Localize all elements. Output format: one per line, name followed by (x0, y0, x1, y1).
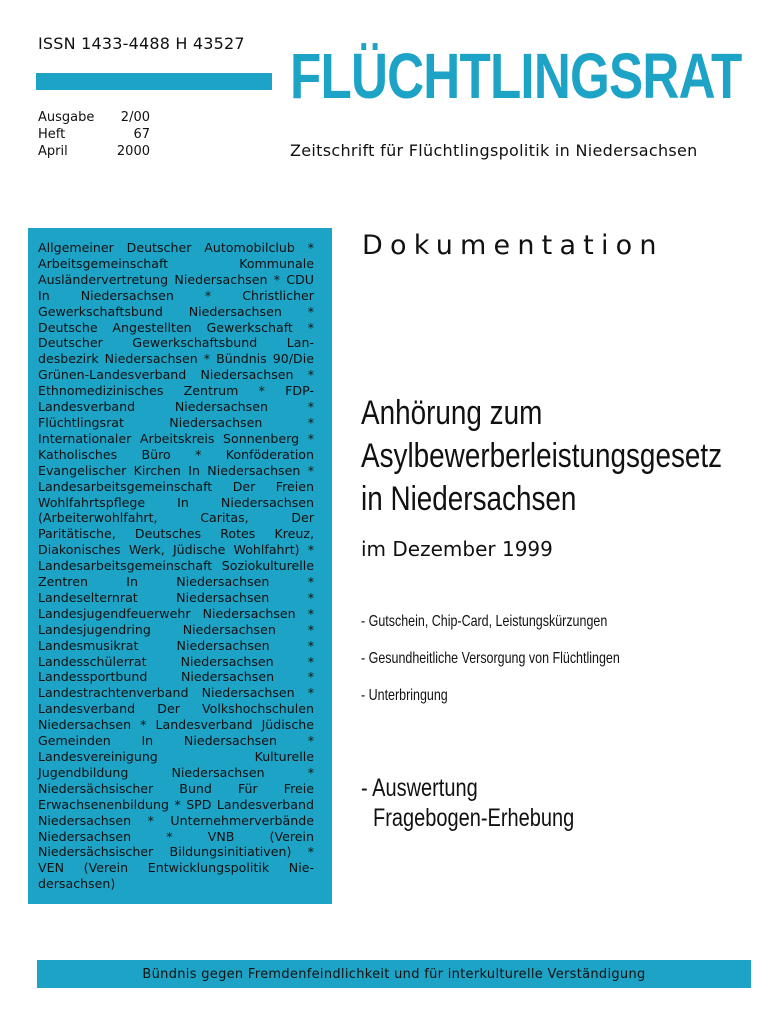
hearing-date: im Dezember 1999 (361, 537, 553, 561)
evaluation-line: - Auswertung (361, 774, 478, 802)
topic-item: - Gutschein, Chip-Card, Leistungskürzungen (361, 613, 608, 630)
issue-info-row-date (38, 143, 150, 160)
section-heading: Dokumentation (362, 230, 664, 261)
evaluation-line: Fragebogen-Erhebung (373, 804, 575, 832)
issue-info-row-heft (38, 126, 150, 143)
headline-line: Asylbewerberleistungsgesetz (361, 437, 723, 475)
footer-banner (37, 960, 751, 988)
headline-line: in Niedersachsen (361, 480, 577, 518)
footer-text: Bündnis gegen Fremdenfeindlichkeit und für interkulturelle Verständigung (142, 966, 646, 982)
issue-info-value: 67 (133, 127, 150, 142)
issue-info-label: Ausgabe (38, 110, 95, 125)
issue-info-value: 2/00 (120, 110, 150, 125)
topic-item: - Gesundheitliche Versorgung von Flüchtlingen (361, 650, 620, 667)
member-organizations-list: Allgemeiner Deutscher Automobilclub * Arbeitsgemeinschaft Kommunale Ausländervertretung Niedersachsen * CDU In Niedersachsen * Christlicher Gewerkschaftsbund Niedersachsen * Deutsche Angestellten Gewerkschaft * Deutscher Gewerkschaftsbund Landesbezirk Niedersachsen * Bündnis 90/Die Grünen-Landesverband Niedersachsen * Ethnomedizinisches Zentrum * FDP-Landesverband Niedersachsen * Flüchtlingsrat Niedersachsen * Internationaler Arbeitskreis Sonnenberg * Katholisches Büro * Konföderation Evangelischer Kirchen In Niedersachsen * Landesarbeitsgemeinschaft Der Freien Wohlfahrtspflege In Niedersachsen (Arbeiterwohlfahrt, Caritas, Der Paritätische, Deutsches Rotes Kreuz, Diakonisches Werk, Jüdische Wohlfahrt) * Landesarbeitsgemeinschaft Soziokulturelle Zentren In Niedersachsen * Landeselternrat Niedersachsen * Landesjugendfeuerwehr Niedersachsen * Landesjugendring Niedersachsen * Landesmusikrat Niedersachsen * Landesschülerrat Niedersachsen * Landessportbund Niedersachsen * Landestrachtenverband Niedersachsen * Landesverband Der Volkshochschulen Niedersachsen * Landesverband Jüdische Gemeinden In Niedersachsen * Landesvereinigung Kulturelle Jugendbildung Niedersachsen * Niedersächsischer Bund Für Freie Erwachsenenbildung * SPD Landesverband Niedersachsen * Unternehmerverbände Niedersachsen * VNB (Verein Niedersächsischer Bildungsinitiativen) * VEN (Verein Entwicklungspolitik Niedersachsen) (38, 240, 314, 892)
cover-headline (361, 392, 723, 521)
magazine-title: FLÜCHTLINGSRAT (290, 40, 742, 112)
issn-number: ISSN 1433-4488 H 43527 (38, 34, 245, 53)
issue-info-label: April (38, 144, 68, 159)
magazine-subtitle: Zeitschrift für Flüchtlingspolitik in Niedersachsen (290, 141, 698, 160)
issue-info-label: Heft (38, 127, 66, 142)
topic-item: - Unterbringung (361, 687, 448, 704)
header-accent-bar (36, 73, 272, 90)
issue-info-row-ausgabe (38, 109, 150, 126)
member-organizations-panel (28, 228, 332, 904)
issue-info (38, 109, 150, 160)
issue-info-value: 2000 (116, 144, 150, 159)
topic-list (361, 603, 620, 714)
evaluation-note (361, 773, 574, 833)
headline-line: Anhörung zum (361, 394, 543, 432)
